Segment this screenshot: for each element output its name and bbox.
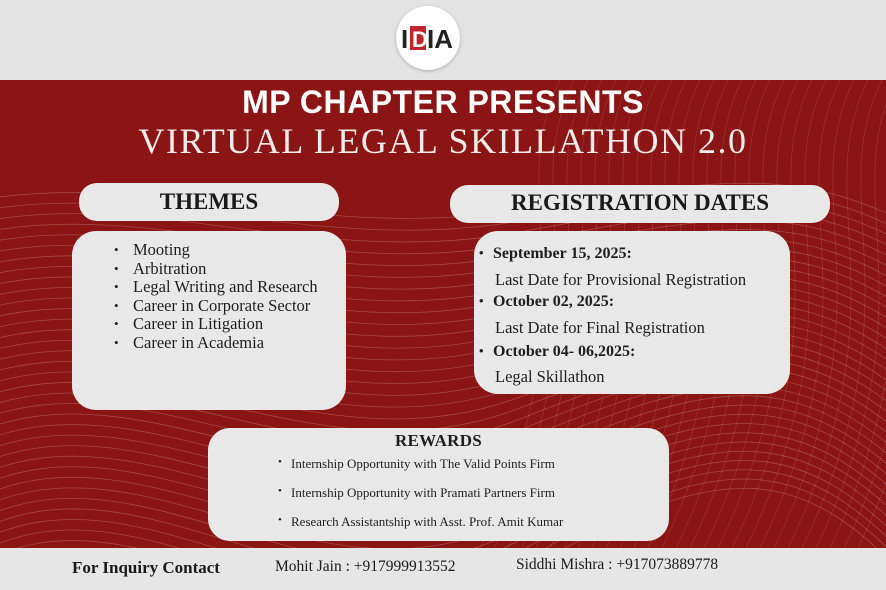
- bullet-icon: •: [278, 456, 282, 468]
- bullet-icon: •: [479, 293, 484, 308]
- theme-item: • Legal Writing and Research: [114, 278, 334, 297]
- bullet-icon: •: [278, 514, 282, 526]
- svg-text:I: I: [401, 24, 409, 54]
- heading-event-title: VIRTUAL LEGAL SKILLATHON 2.0: [138, 121, 748, 161]
- reward-text: Internship Opportunity with The Valid Points Firm: [291, 456, 555, 471]
- reward-item: [278, 485, 555, 501]
- theme-item: • Career in Corporate Sector: [114, 297, 334, 316]
- registration-desc: Last Date for Final Registration: [495, 318, 705, 337]
- svg-text:IA: IA: [427, 24, 453, 54]
- registration-date: [479, 245, 632, 263]
- contact-mohit: Mohit Jain : +917999913552: [275, 558, 456, 575]
- bullet-icon: •: [479, 245, 484, 260]
- rewards-title: REWARDS: [394, 431, 483, 450]
- registration-title: REGISTRATION DATES: [450, 185, 830, 223]
- heading-chapter: MP CHAPTER PRESENTS: [242, 84, 644, 120]
- top-banner: [0, 0, 886, 80]
- idia-logo: [396, 6, 460, 70]
- idia-logo-icon: [400, 21, 456, 55]
- theme-item: • Career in Litigation: [114, 315, 334, 334]
- svg-text:D: D: [412, 27, 428, 52]
- registration-desc: Last Date for Provisional Registration: [495, 270, 747, 289]
- registration-date: [479, 293, 615, 311]
- inquiry-label: For Inquiry Contact: [72, 558, 220, 577]
- registration-date-text: October 02, 2025:: [493, 293, 615, 310]
- rewards-card: [208, 428, 669, 541]
- theme-item: • Mooting: [114, 241, 334, 260]
- reward-text: Internship Opportunity with Pramati Partners Firm: [291, 485, 555, 500]
- reward-text: Research Assistantship with Asst. Prof. Amit Kumar: [291, 514, 564, 529]
- bullet-icon: •: [278, 485, 282, 497]
- theme-item: • Career in Academia: [114, 334, 334, 353]
- registration-date: [479, 343, 636, 361]
- themes-title: THEMES: [79, 183, 339, 221]
- registration-desc: Legal Skillathon: [495, 367, 605, 386]
- themes-card: [72, 231, 346, 410]
- themes-list: [114, 241, 334, 352]
- reward-item: [278, 514, 564, 530]
- registration-date-text: October 04- 06,2025:: [493, 343, 636, 360]
- registration-date-text: September 15, 2025:: [493, 245, 632, 262]
- registration-card: [474, 231, 790, 394]
- theme-item: • Arbitration: [114, 260, 334, 279]
- contact-siddhi: Siddhi Mishra : +917073889778: [516, 556, 719, 573]
- reward-item: [278, 456, 555, 472]
- bullet-icon: •: [479, 343, 484, 358]
